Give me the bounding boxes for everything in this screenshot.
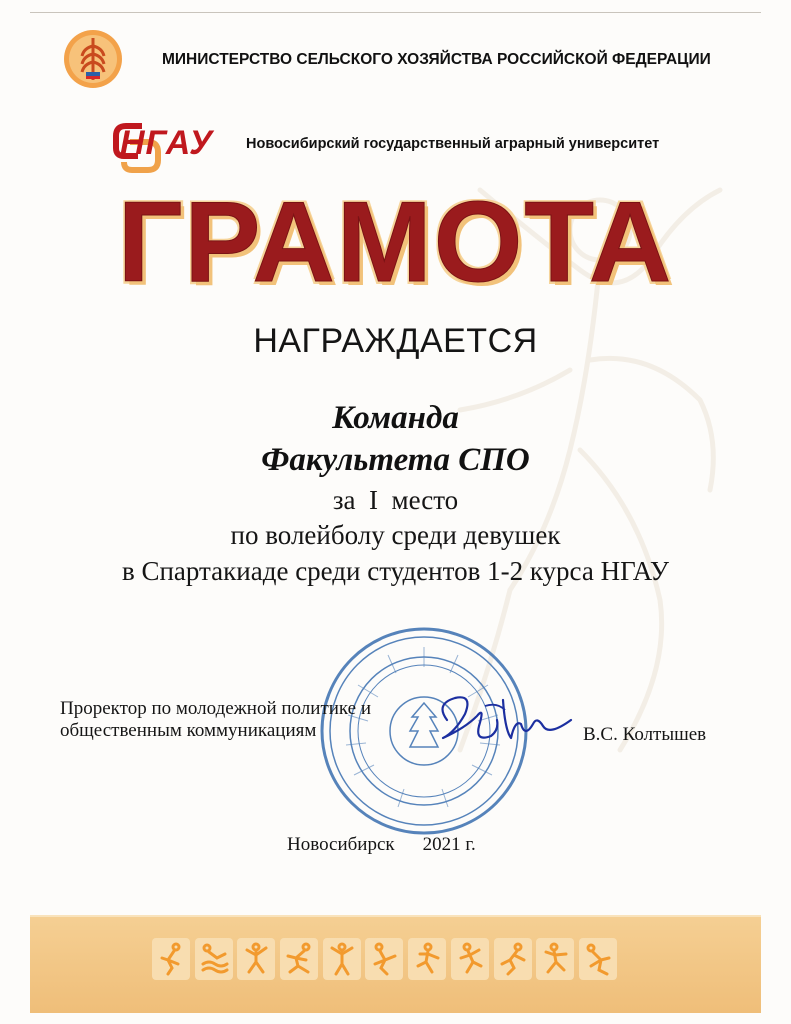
sport-icon [408,938,446,980]
sport-icon [237,938,275,980]
university-name: Новосибирский государственный аграрный университет [246,136,660,152]
sport-pictograms [152,938,617,988]
discipline-line: по волейболу среди девушек [230,520,561,550]
top-rule [30,12,761,13]
recipient-line-2: Факультета СПО [261,442,530,478]
ministry-name: МИНИСТЕРСТВО СЕЛЬСКОГО ХОЗЯЙСТВА РОССИЙСКОЙ ФЕДЕРАЦИИ [162,51,711,68]
sport-icon [494,938,532,980]
sport-icon [323,938,361,980]
place-line: за I место [332,485,459,515]
sport-icon [536,938,574,980]
place-and-date [287,834,476,856]
year: 2021 г. [422,834,476,855]
ngau-abbr: НГАУ [120,124,214,162]
sport-icon [365,938,403,980]
sport-icon [152,938,190,980]
signer-position [60,698,371,742]
sport-icon [579,938,617,980]
awarded-label: НАГРАЖДАЕТСЯ [253,322,538,360]
certificate-title: ГРАМОТА [117,179,674,306]
sport-icon [451,938,489,980]
minagro-logo [62,28,124,90]
signature [425,680,575,760]
signer-position-line-1: Проректор по молодежной политике и [60,698,372,719]
signer-name: В.С. Колтышев [583,724,707,745]
sport-icon [280,938,318,980]
city: Новосибирск [287,834,395,855]
sport-icon [195,938,233,980]
recipient-line-1: Команда [332,400,459,436]
event-line: в Спартакиаде среди студентов 1-2 курса НГАУ [121,556,670,586]
signer-position-line-2: общественным коммуникациям [60,720,317,741]
